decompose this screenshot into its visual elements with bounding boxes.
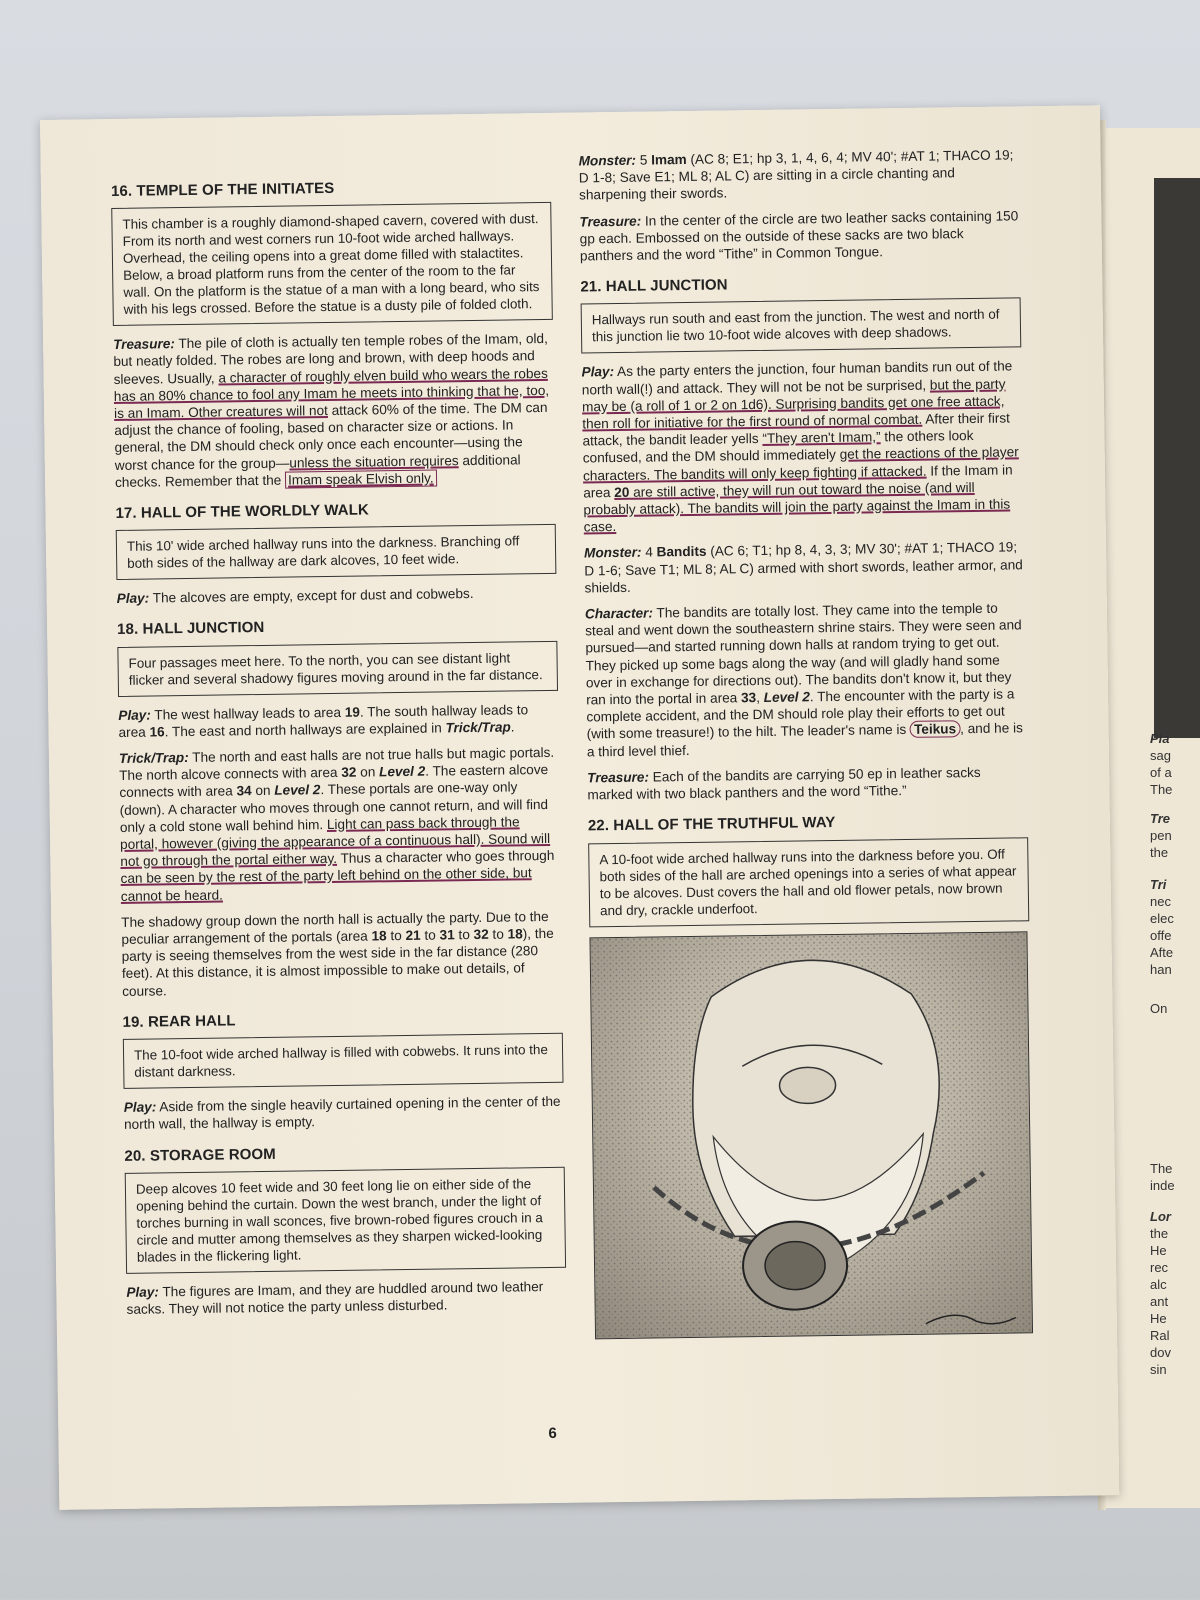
text-run: ,: [756, 690, 764, 706]
level-ref: Level 2: [763, 689, 810, 706]
treasure-label: Treasure:: [113, 336, 175, 353]
facing-fragment: nec: [1150, 894, 1171, 909]
read-aloud-box-21: Hallways run south and east from the junction. The west and north of this junction lie two 10-foot wide alcoves with deep shadows.: [581, 298, 1022, 354]
trick-trap-paragraph-18: [119, 744, 561, 905]
section-title-17: 17. HALL OF THE WORLDLY WALK: [115, 501, 369, 523]
text-run: on: [356, 764, 380, 780]
text-run: (AC 8; E1; hp 3, 1, 4, 6, 4; MV 40'; #AT 1; THACO 19; D 1-8; Save E1; ML 8; AL C) are sitting in a circle chanting and sharpening their swords.: [578, 147, 1014, 203]
facing-fragment: sag: [1150, 748, 1171, 763]
text-run: The shadowy group down the north hall is actually the party. Due to the peculiar arrangement of the portals (area: [121, 908, 549, 948]
highlighted-text: get the reactions of the player characters. The bandits will only keep fighting if attacked.: [582, 444, 1019, 484]
text-run: Aside from the single heavily curtained opening in the center of the north wall, the hallway is empty.: [123, 1093, 561, 1133]
monster-name: Imam: [651, 151, 687, 168]
text-run: . The east and north hallways are explained in: [164, 720, 446, 740]
facing-fragment: He: [1150, 1243, 1167, 1258]
monster-name: Bandits: [656, 544, 707, 560]
text-run: to: [454, 927, 474, 943]
text-run: The alcoves are empty, except for dust and cobwebs.: [149, 586, 474, 606]
facing-fragment: rec: [1150, 1260, 1169, 1275]
read-aloud-box-20: Deep alcoves 10 feet wide and 30 feet long lie on either side of the opening behind the curtain. Down the west branch, under the light of torches burning in wall sconces, five brown-robed figures crouch in a circle and mutter among themselves as they sharpen wicked-looking blades in the flickering light.: [125, 1166, 566, 1273]
facing-fragment: The: [1150, 782, 1173, 797]
section-title-18: 18. HALL JUNCTION: [117, 619, 265, 639]
area-number: 21: [405, 927, 421, 944]
highlighted-text: “They aren't Imam,”: [762, 429, 881, 447]
facing-page-illustration: [1154, 178, 1200, 738]
illustration-drawing: [590, 932, 1032, 1338]
leader-name: Teikus: [910, 721, 960, 739]
highlighted-text: a character of roughly elven build who wears the robes has an 80% chance to fool any Imam he meets into thinking that he, too, is an Imam. Other creatures will not: [113, 365, 550, 422]
play-label: Play:: [116, 590, 150, 607]
treasure-label: Treasure:: [579, 213, 642, 230]
text-run: Each of the bandits are carrying 50 ep in leather sacks marked with two black panthers and the word “Tithe.”: [587, 764, 981, 803]
facing-fragment: han: [1150, 962, 1172, 977]
shadow-paragraph-18: [121, 908, 562, 1000]
text-run: .: [510, 719, 515, 735]
monster-paragraph-21: [584, 539, 1025, 597]
character-label: Character:: [584, 605, 654, 622]
area-number: 33: [740, 690, 757, 706]
facing-fragment: Pla: [1150, 731, 1170, 746]
text-run: to: [488, 926, 508, 942]
area-number: 31: [439, 927, 455, 943]
treasure-paragraph-21: [587, 763, 1027, 804]
facing-fragment: ant: [1150, 1294, 1169, 1309]
text-run: the others look confused, and the DM should immediately: [582, 428, 974, 466]
text-run: The west hallway leads to area: [150, 704, 345, 723]
text-run: The bandits are totally lost. They came into the temple to steal and went down the southeastern shrine stairs. They were seen and pursued—and started running down halls at random trying to get out. They picked up some bags along the way (and will gladly hand some over in exchange for directions out). The bandits don't know it, but they ran into the portal in area: [585, 600, 1022, 708]
monster-label: Monster:: [578, 152, 637, 169]
highlighted-text: are still active, they will run out toward the noise (and will probably attack). The bandits will join the party against the Imam in this case.: [583, 479, 1011, 535]
facing-fragment: Ral: [1150, 1328, 1170, 1343]
text-run: on: [251, 783, 275, 799]
area-number: 20: [614, 484, 630, 500]
play-label: Play:: [581, 364, 615, 380]
treasure-paragraph-20: [579, 207, 1020, 265]
highlighted-text: Light can pass back through the portal, however (giving the appearance of a continuous hall). Sound will not go through the portal either way.: [120, 814, 551, 870]
text-run: . The encounter with the party is a complete accident, and the DM should role play their efforts to get out (with some treasure!) to the hilt. The leader's name is: [586, 686, 1015, 742]
text-run: . These portals are one-way only (down). A character who moves through one cannot return, and will find only a cold stone wall behind him.: [119, 779, 549, 835]
monster-label: Monster:: [583, 545, 642, 561]
facing-fragment: pen: [1150, 828, 1172, 843]
text-run: After their first attack, the bandit leader yells: [582, 410, 1011, 449]
highlighted-text: Imam speak Elvish only.: [285, 469, 437, 488]
right-column: [579, 146, 1036, 1339]
text-run: 5: [635, 152, 652, 168]
facing-fragment: Tri: [1150, 877, 1167, 892]
facing-fragment: The: [1150, 1161, 1173, 1176]
play-paragraph-19: [124, 1093, 564, 1134]
text-run: If the Imam in area: [583, 462, 1013, 501]
page-number: 6: [548, 1424, 557, 1443]
play-paragraph-21: [581, 358, 1023, 536]
read-aloud-box-17: This 10' wide arched hallway runs into the darkness. Branching off both sides of the hallway are dark alcoves, 10 feet wide.: [116, 524, 557, 580]
area-number: 16: [149, 724, 165, 740]
facing-fragment: the: [1150, 845, 1169, 860]
read-aloud-box-18: Four passages meet here. To the north, you can see distant light flicker and several shadowy figures moving around in the far distance.: [117, 640, 558, 696]
facing-fragment: dov: [1150, 1345, 1171, 1360]
booklet-page: [40, 105, 1119, 1510]
read-aloud-box-22: A 10-foot wide arched hallway runs into the darkness before you. Off both sides of the hall are arched openings into a series of what appear to be alcoves. Dust covers the hall and old flower petals, now brown and dry, crackle underfoot.: [588, 837, 1029, 927]
area-number: 32: [473, 926, 489, 943]
facing-page: [1106, 128, 1200, 1508]
section-title-16: 16. TEMPLE OF THE INITIATES: [110, 179, 335, 201]
play-label: Play:: [126, 1284, 159, 1300]
text-run: to: [420, 927, 440, 943]
read-aloud-box-16: This chamber is a roughly diamond-shaped cavern, covered with dust. From its north and west corners run 10-foot wide arched hallways. Overhead, the ceiling opens into a great dome filled with stalactites. Below, a broad platform runs from the center of the room to the far wall. On the platform is the statue of a man with a long beard, who sits with his legs crossed. Before the statue is a dusty pile of folded cloth.: [111, 202, 553, 326]
facing-fragment: inde: [1150, 1178, 1175, 1193]
text-run: ), the party is seeing themselves from the west side in the far distance (280 feet). At this distance, it is almost impossible to make out details, of course.: [121, 925, 554, 999]
facing-fragment: On: [1150, 1001, 1168, 1016]
read-aloud-box-19: The 10-foot wide arched hallway is filled with cobwebs. It runs into the distant darkness.: [123, 1033, 564, 1089]
highlighted-text: can be seen by the rest of the party left behind on the other side, but cannot be heard.: [120, 865, 532, 904]
level-ref: Level 2: [379, 763, 426, 780]
trick-trap-ref: Trick/Trap: [445, 719, 511, 736]
area-number: 19: [344, 704, 360, 720]
text-run: In the center of the circle are two leather sacks containing 150 gp each. Embossed on the outside of these sacks are two black panthers and the word “Tithe” in Common Tongue.: [579, 207, 1019, 264]
treasure-label: Treasure:: [587, 769, 650, 786]
character-paragraph-21: [585, 599, 1027, 760]
text-run: . The south hallway leads to area: [118, 701, 529, 740]
text-run: Thus a character who goes through: [336, 848, 555, 867]
text-run: As the party enters the junction, four human bandits run out of the north wall(!) and attack. They will not be not be surprised,: [581, 358, 1013, 398]
text-run: additional checks. Remember that the: [114, 451, 521, 490]
area-number: 18: [507, 926, 523, 942]
text-run: , and he is a third level thief.: [586, 720, 1023, 760]
facing-fragment: Lor: [1150, 1209, 1171, 1224]
text-run: (AC 6; T1; hp 8, 4, 3, 3; MV 30'; #AT 1; THACO 19; D 1-6; Save T1; ML 8; AL C) armed with short swords, leather armor, and shields.: [584, 539, 1023, 596]
facing-fragment: of a: [1150, 765, 1172, 780]
area-number: 32: [341, 764, 357, 781]
facing-fragment: offe: [1150, 928, 1172, 943]
text-run: . The eastern alcove connects with area: [119, 762, 549, 801]
section-title-20: 20. STORAGE ROOM: [124, 1145, 276, 1165]
text-run: to: [386, 928, 406, 944]
section-title-21: 21. HALL JUNCTION: [580, 276, 728, 296]
area-number: 34: [236, 783, 252, 799]
section-title-19: 19. REAR HALL: [122, 1012, 236, 1031]
play-paragraph-18: [118, 700, 558, 741]
treasure-paragraph-16: [113, 330, 555, 491]
left-column: [111, 163, 567, 1327]
text-run: 4: [641, 544, 657, 561]
trick-trap-label: Trick/Trap:: [118, 750, 189, 767]
area-number: 18: [371, 928, 387, 944]
play-label: Play:: [123, 1099, 157, 1116]
play-label: Play:: [118, 707, 151, 723]
play-paragraph-20: [126, 1277, 566, 1318]
facing-fragment: Tre: [1150, 811, 1170, 826]
highlighted-text: unless the situation requires: [289, 452, 459, 471]
section-title-22: 22. HALL OF THE TRUTHFUL WAY: [587, 814, 836, 835]
facing-fragment: elec: [1150, 911, 1174, 926]
play-paragraph-17: [117, 584, 557, 607]
level-ref: Level 2: [274, 782, 321, 799]
text-run: The figures are Imam, and they are huddled around two leather sacks. They will not notice the party unless disturbed.: [126, 1278, 544, 1317]
facing-fragment: He: [1150, 1311, 1167, 1326]
monster-paragraph-20: [579, 146, 1020, 204]
facing-fragment: alc: [1150, 1277, 1167, 1292]
text-run: The pile of cloth is actually ten temple robes of the Imam, old, but neatly folded. The robes are long and brown, with deep hoods and sleeves. Usually,: [113, 331, 548, 387]
text-run: The north and east halls are not true halls but magic portals. The north alcove connects with area: [119, 744, 555, 784]
facing-fragment: Afte: [1150, 945, 1174, 960]
facing-fragment: sin: [1150, 1362, 1167, 1377]
highlighted-text: but the party may be (a roll of 1 or 2 on 1d6). Surprising bandits get one free attack, then roll for initiative for the first round of normal combat.: [581, 376, 1006, 432]
text-run: attack 60% of the time. The DM can adjust the chance of fooling, based on character size or actions. In general, the DM should check only once each encounter—using the worst chance for the group—: [114, 399, 548, 473]
facing-fragment: the: [1150, 1226, 1169, 1241]
bearded-man-chained-illustration: [589, 931, 1033, 1339]
